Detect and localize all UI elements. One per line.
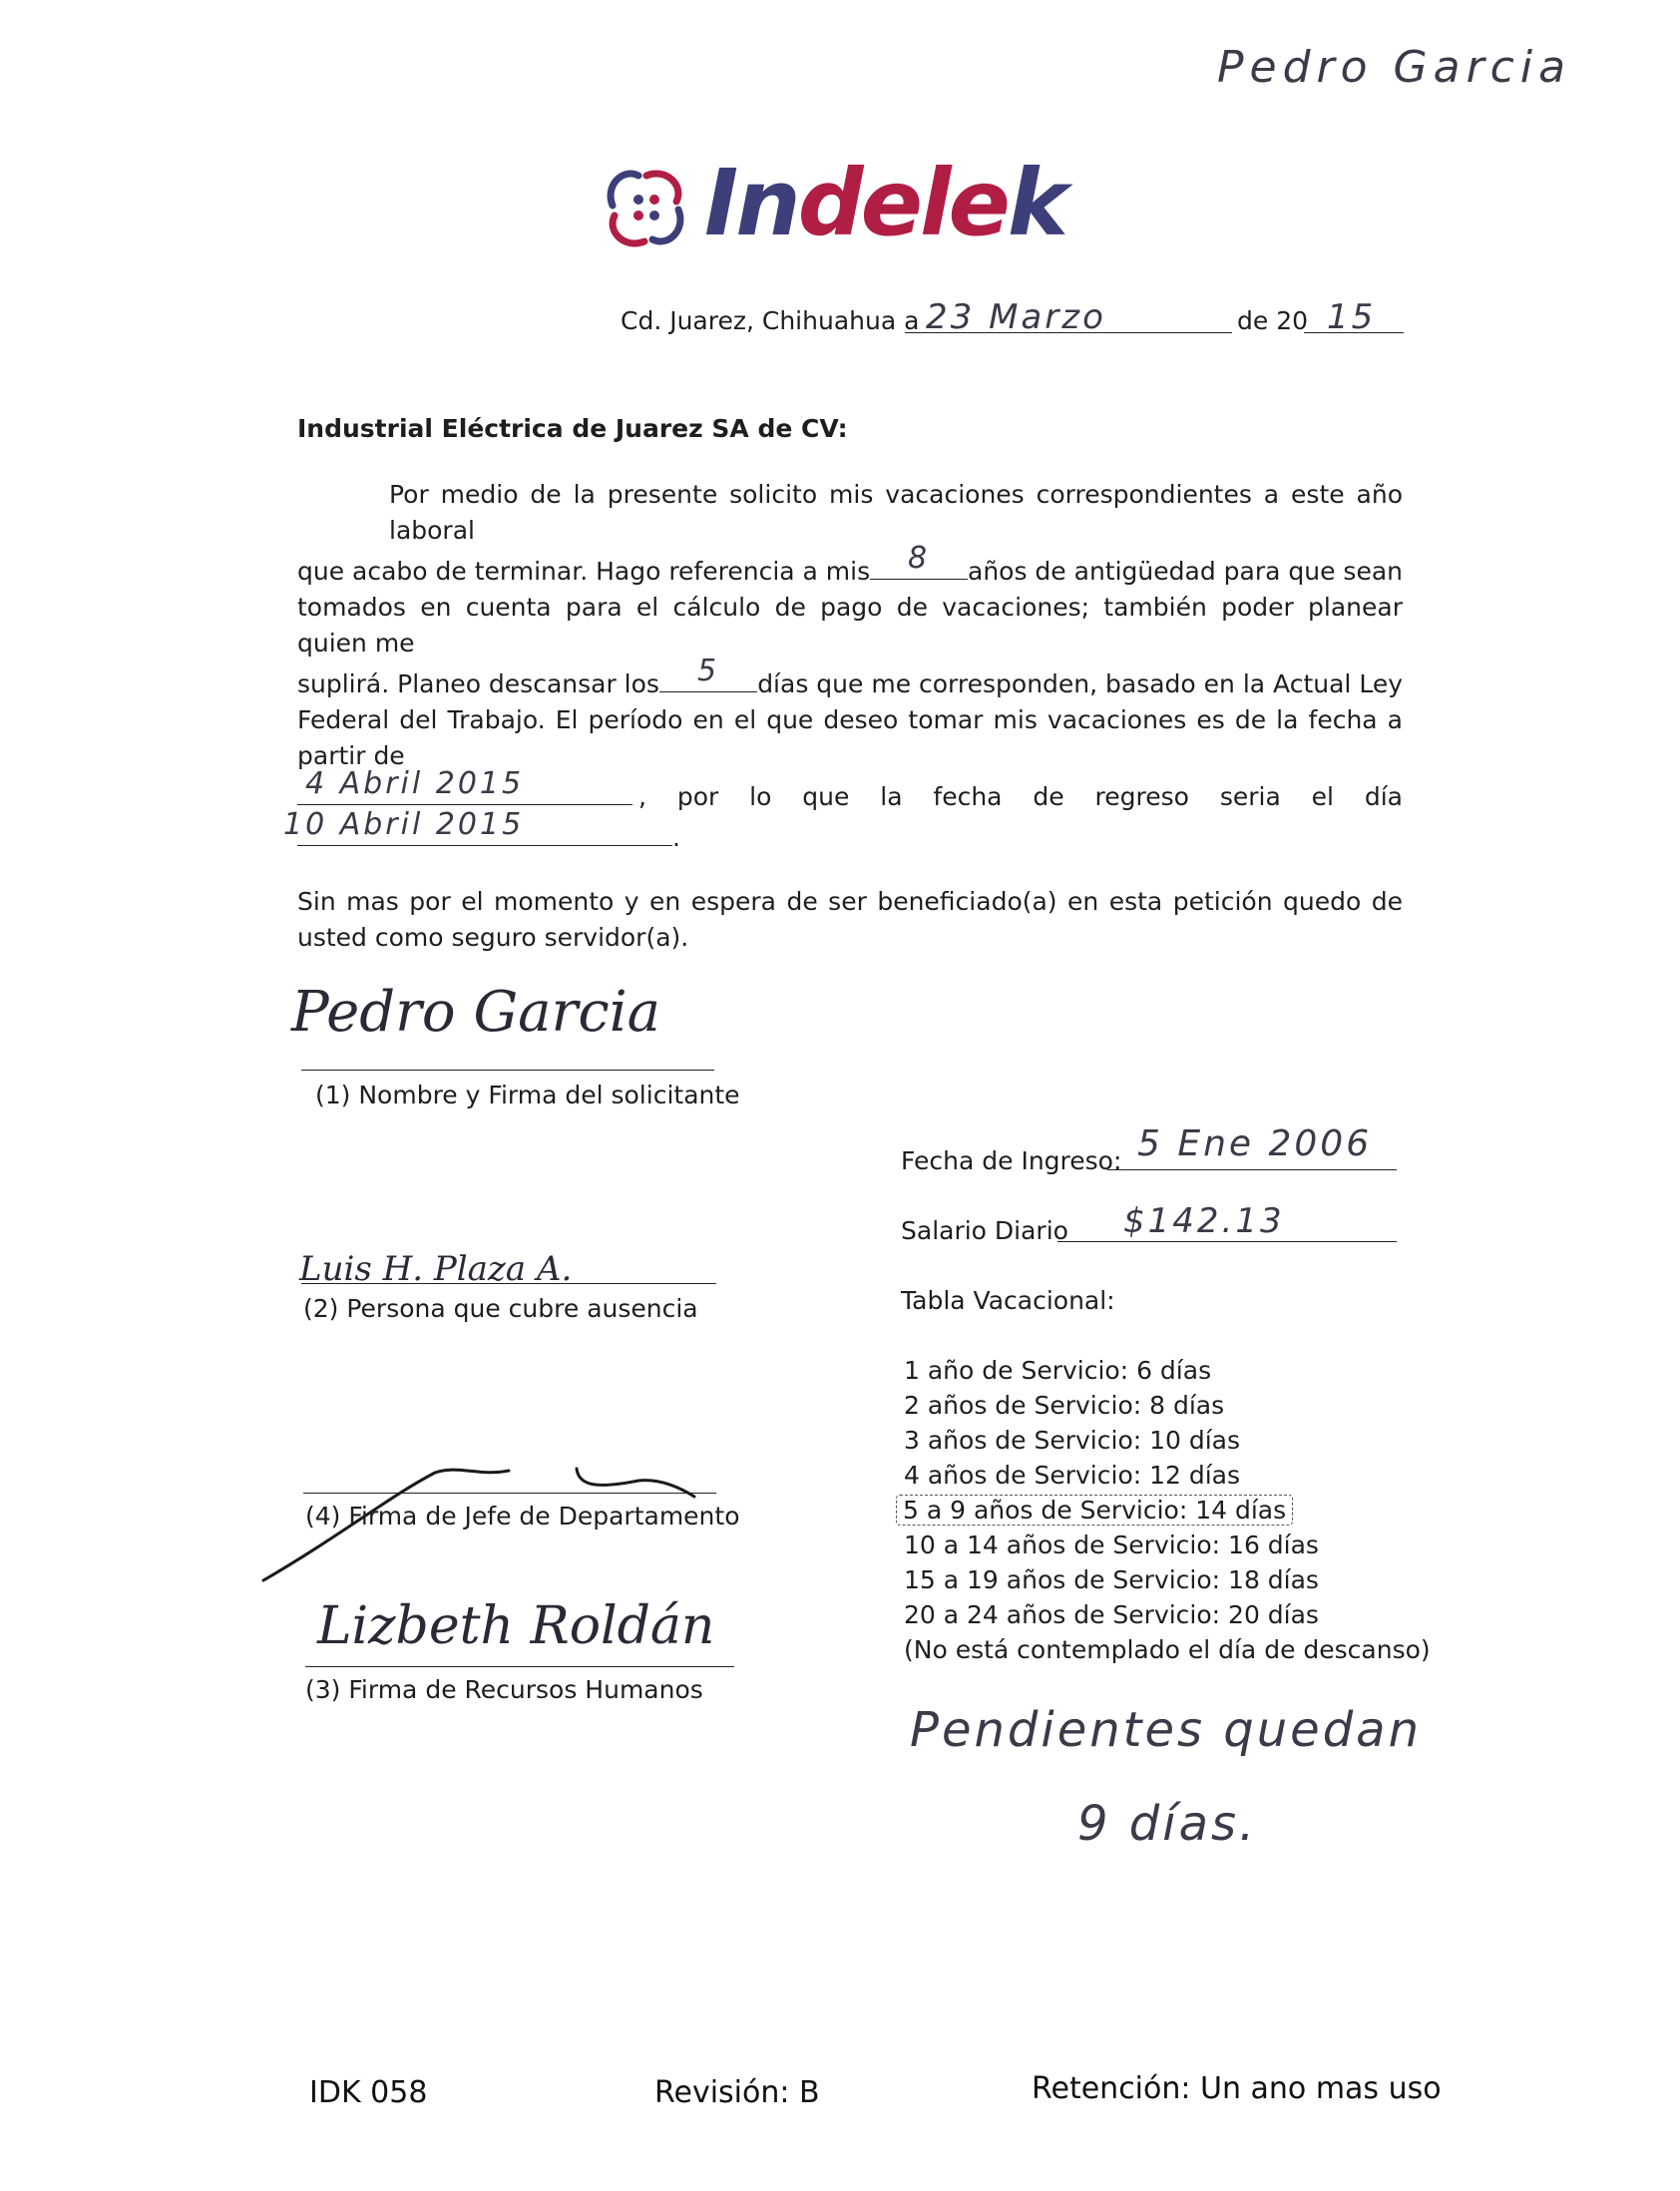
salario-label: Salario Diario: [901, 1216, 1068, 1245]
start-date-value: 4 Abril 2015: [305, 766, 525, 801]
body-line-4a: suplirá. Planeo descansar los: [297, 669, 659, 698]
body-line-4b: días que me corresponden, basado en la Actual Ley: [757, 669, 1403, 698]
tabla-label: Tabla Vacacional:: [901, 1286, 1115, 1315]
date-day-month: 23 Marzo: [926, 297, 1106, 337]
footer-retention: Retención: Un ano mas uso: [1032, 2071, 1442, 2106]
signature-1: Pedro Garcia: [291, 980, 660, 1045]
vacation-row: 3 años de Servicio: 10 días: [904, 1426, 1241, 1455]
pending-note-line-1: Pendientes quedan: [910, 1702, 1422, 1758]
date-prefix: Cd. Juarez, Chihuahua a: [621, 306, 920, 335]
logo-wordmark: Indelek: [704, 150, 1066, 256]
vacation-row: 20 a 24 años de Servicio: 20 días: [904, 1600, 1319, 1629]
vacation-row: 10 a 14 años de Servicio: 16 días: [904, 1531, 1319, 1559]
years-value: 8: [908, 541, 931, 576]
body-line-4: [297, 654, 1403, 702]
footer-revision: Revisión: B: [654, 2075, 820, 2110]
vacation-row-highlighted: [904, 1493, 1431, 1528]
body-line-6b: , por lo que la fecha de regreso seria el día: [638, 782, 1403, 811]
signature-3: Lizbeth Roldán: [317, 1596, 715, 1656]
vacation-row: 2 años de Servicio: 8 días: [904, 1391, 1225, 1420]
return-date-value: 10 Abril 2015: [283, 807, 525, 842]
body-line-1: Por medio de la presente solicito mis vacaciones correspondientes a este año laboral: [389, 480, 1403, 545]
signature-2: Luis H. Plaza A.: [299, 1249, 573, 1289]
pending-note-line-2: 9 días.: [1077, 1796, 1258, 1852]
signature-1-label: (1) Nombre y Firma del solicitante: [315, 1081, 740, 1109]
company-name: Industrial Eléctrica de Juarez SA de CV:: [297, 414, 848, 443]
vacation-row: 1 año de Servicio: 6 días: [904, 1356, 1212, 1385]
body-line-2b: años de antigüedad para que sean: [968, 557, 1403, 586]
salario-line: [1057, 1241, 1397, 1242]
body-line-7: [283, 807, 1403, 856]
signature-4-line: [303, 1493, 716, 1494]
company-logo: [597, 150, 1066, 269]
body-line-7-end: .: [672, 823, 680, 852]
days-value: 5: [697, 654, 720, 688]
vacation-row: 4 años de Servicio: 12 días: [904, 1461, 1241, 1490]
date-year: 15: [1327, 297, 1377, 337]
body-line-5: Federal del Trabajo. El período en el que deseo tomar mis vacaciones es de la fecha a partir de: [297, 705, 1403, 770]
body-line-2a: que acabo de terminar. Hago referencia a mis: [297, 557, 871, 586]
salario-value: $142.13: [1123, 1201, 1285, 1241]
vacation-table: [904, 1353, 1431, 1667]
start-date-blank: [297, 766, 632, 805]
vacation-row-box: 5 a 9 años de Servicio: 14 días: [896, 1495, 1293, 1526]
body-paragraph-2: Sin mas por el momento y en espera de ser beneficiado(a) en esta petición quedo de usted como seguro servidor(a).: [297, 887, 1403, 952]
signature-1-line: [301, 1070, 714, 1071]
signature-3-line: [305, 1666, 734, 1667]
body-line-3: tomados en cuenta para el cálculo de pago de vacaciones; también poder planear quien me: [297, 593, 1403, 657]
ingreso-label: Fecha de Ingreso:: [901, 1146, 1122, 1175]
signature-2-label: (2) Persona que cubre ausencia: [303, 1294, 698, 1323]
footer-code: IDK 058: [309, 2075, 428, 2110]
date-middle: de 20: [1237, 306, 1309, 335]
body-paragraph: [283, 477, 1403, 956]
ingreso-line: [1107, 1169, 1397, 1170]
body-line-2: [297, 541, 1403, 590]
signature-2-line: [301, 1283, 716, 1284]
handwritten-name-top: Pedro Garcia: [1217, 42, 1572, 93]
logo-swirl-icon: [597, 158, 696, 257]
years-blank: [870, 541, 968, 580]
vacation-row: 15 a 19 años de Servicio: 18 días: [904, 1565, 1319, 1594]
days-blank: [659, 654, 757, 692]
vacation-note: (No está contemplado el día de descanso): [904, 1635, 1431, 1664]
signature-3-label: (3) Firma de Recursos Humanos: [305, 1675, 703, 1704]
ingreso-value: 5 Ene 2006: [1137, 1123, 1373, 1164]
return-date-blank: [283, 807, 672, 846]
signature-4-label: (4) Firma de Jefe de Departamento: [305, 1502, 740, 1531]
